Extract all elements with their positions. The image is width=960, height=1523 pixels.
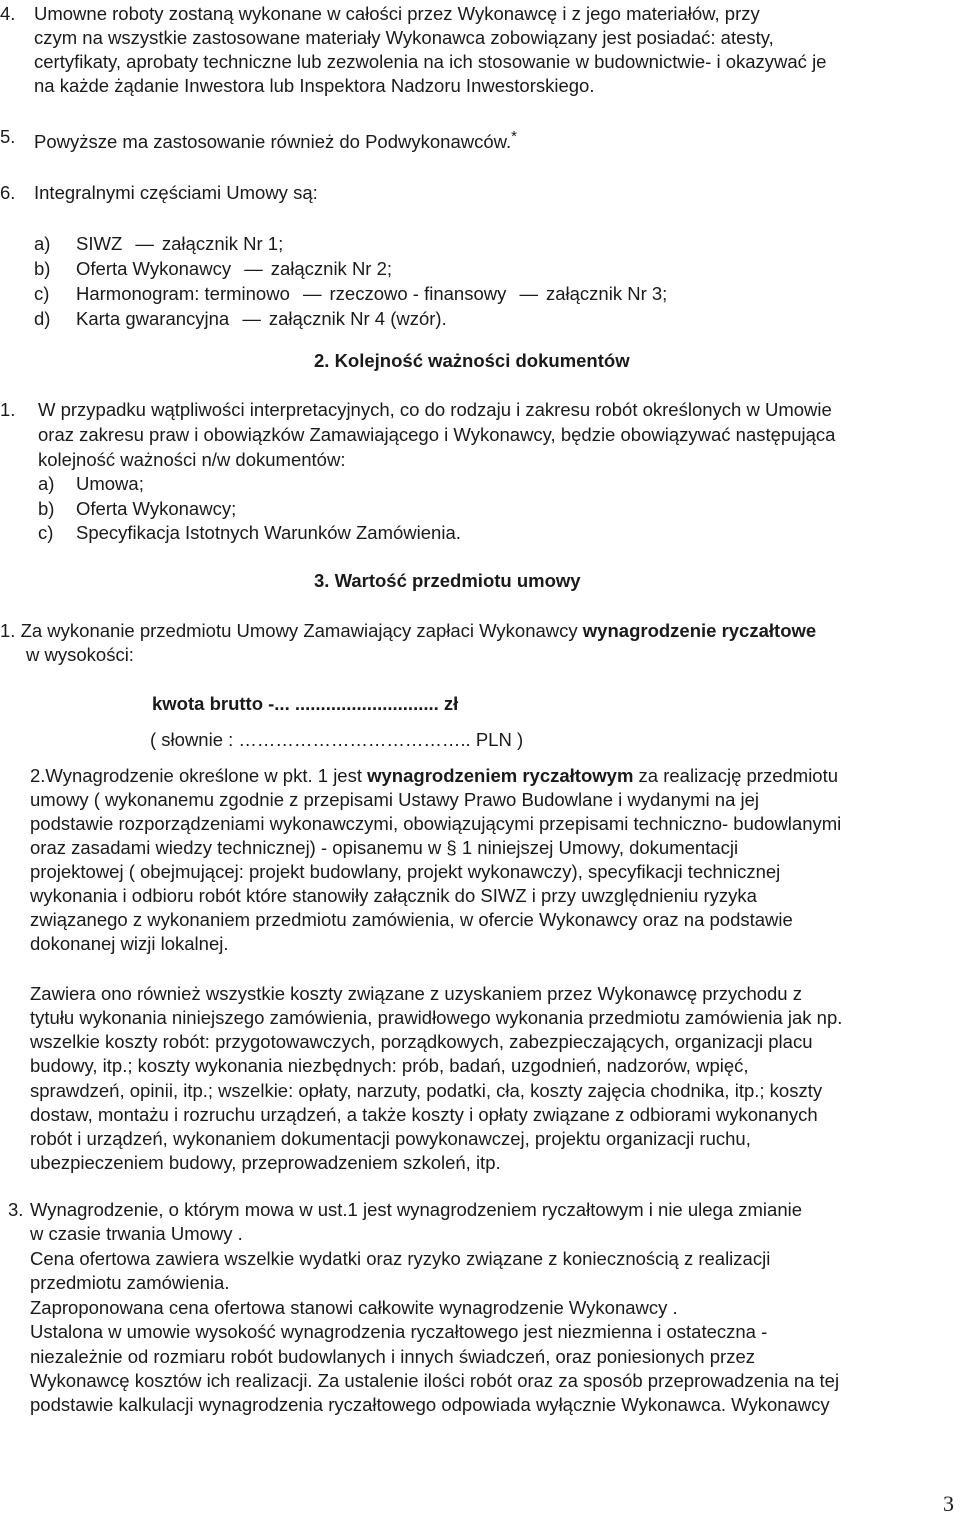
value-clause-3-line: Ustalona w umowie wysokość wynagrodzenia ryczałtowego jest niezmienna i ostateczna - [30, 1321, 768, 1342]
list-text: Specyfikacja Istotnych Warunków Zamówienia. [76, 522, 461, 543]
section-4-number: 4. [0, 3, 16, 24]
heading-kolejnosc: 2. Kolejność ważności dokumentów [314, 350, 630, 371]
footnote-mark: * [511, 128, 517, 145]
value-clause-3-line: w czasie trwania Umowy . [30, 1223, 243, 1244]
costs-paragraph-line: robót i urządzeń, wykonaniem dokumentacji powykonawczej, projektu organizacji ruchu, [30, 1128, 751, 1149]
list-label: a) [38, 473, 55, 494]
value-clause-3-line: Zaproponowana cena ofertowa stanowi całkowite wynagrodzenie Wykonawcy . [30, 1297, 678, 1318]
list-item [38, 521, 461, 546]
list-text: załącznik Nr 2; [270, 258, 393, 279]
value-clause-3-line: Cena ofertowa zawiera wszelkie wydatki oraz ryzyko związane z koniecznością z realizacji [30, 1248, 771, 1269]
section-6-text: Integralnymi częściami Umowy są: [34, 182, 318, 203]
value-clause-2-line: dokonanej wizji lokalnej. [30, 933, 229, 954]
value-clause-2-text: 2.Wynagrodzenie określone w pkt. 1 jest [30, 765, 368, 786]
section-4-line-1: Umowne roboty zostaną wykonane w całości przez Wykonawcę i z jego materiałów, przy [34, 3, 760, 24]
value-clause-3-line: niezależnie od rozmiaru robót budowlanych i innych świadczeń, oraz poniesionych przez [30, 1346, 755, 1367]
list-item [34, 307, 447, 332]
value-clause-2-line: umowy ( wykonanemu zgodnie z przepisami Ustawy Prawo Budowlane i wydanymi na jej [30, 789, 760, 810]
value-clause-3-line: przedmiotu zamówienia. [30, 1272, 230, 1293]
costs-paragraph-line: dostaw, montażu i rozruchu urządzeń, a także koszty i opłaty związane z odbiorami wykonanych [30, 1104, 818, 1125]
section-6-number: 6. [0, 182, 16, 203]
list-text: Karta gwarancyjna [76, 308, 230, 329]
dash: — [244, 258, 263, 279]
dash: — [303, 283, 322, 304]
costs-paragraph-line: Zawiera ono również wszystkie koszty związane z uzyskaniem przez Wykonawcę przychodu z [30, 983, 802, 1004]
amount-gross: kwota brutto -... ............................ zł [152, 693, 459, 714]
clause-1-line-3: kolejność ważności n/w dokumentów: [38, 449, 346, 470]
value-clause-2-line: wykonania i odbioru robót które stanowiły załącznik do SIWZ i przy uwzględnieniu ryzyka [30, 885, 757, 906]
list-item [38, 497, 236, 522]
heading-wartosc: 3. Wartość przedmiotu umowy [314, 570, 581, 591]
list-label: c) [38, 522, 54, 543]
clause-1-line-2: oraz zakresu praw i obowiązków Zamawiającego i Wykonawcy, będzie obowiązywać następująca [38, 424, 836, 445]
costs-paragraph-line: ubezpieczeniem budowy, przeprowadzeniem szkoleń, itp. [30, 1152, 501, 1173]
dash: — [135, 233, 154, 254]
costs-paragraph-line: wszelkie koszty robót: przygotowawczych, porządkowych, zabezpieczających, organizacji placu [30, 1031, 813, 1052]
list-item [34, 282, 667, 307]
list-label: c) [34, 283, 50, 304]
clause-1-line-1: W przypadku wątpliwości interpretacyjnych, co do rodzaju i zakresu robót określonych w Umowie [38, 399, 832, 420]
list-text: rzeczowo - finansowy [329, 283, 507, 304]
section-5-text [34, 125, 517, 155]
list-text: załącznik Nr 1; [161, 233, 284, 254]
section-5-body: Powyższe ma zastosowanie również do Podwykonawców. [34, 131, 512, 153]
dash: — [242, 308, 261, 329]
costs-paragraph-line: tytułu wykonania niniejszego zamówienia, prawidłowego wykonania przedmiotu zamówienia jak np. [30, 1007, 843, 1028]
section-4-line-3: certyfikaty, aprobaty techniczne lub zezwolenia na ich stosowanie w budownictwie- i okazywać je [34, 51, 827, 72]
list-item [34, 257, 392, 282]
value-clause-2-bold: wynagrodzeniem ryczałtowym [367, 765, 634, 786]
list-item [38, 472, 144, 497]
list-text: Oferta Wykonawcy; [76, 498, 237, 519]
dash: — [519, 283, 538, 304]
value-clause-1-text: 1. Za wykonanie przedmiotu Umowy Zamawiający zapłaci Wykonawcy [0, 620, 583, 641]
value-clause-3-line: Wykonawcę kosztów ich realizacji. Za ustalenie ilości robót oraz za sposób przeprowadzenia na tej [30, 1370, 840, 1391]
costs-paragraph-line: budowy, itp.; koszty wykonania niezbędnych: prób, badań, uzgodnień, nadzorów, wpięć, [30, 1055, 749, 1076]
clause-1-number: 1. [0, 399, 16, 420]
costs-paragraph-line: sprawdzeń, opinii, itp.; wszelkie: opłaty, narzuty, podatki, cła, koszty zajęcia chodnika, itp.; koszty [30, 1080, 823, 1101]
list-text: Oferta Wykonawcy [76, 258, 232, 279]
value-clause-2-line: oraz zasadami wiedzy technicznej) - opisanemu w § 1 niniejszej Umowy, dokumentacji [30, 837, 739, 858]
value-clause-3-number: 3. [8, 1199, 24, 1220]
list-text: załącznik Nr 4 (wzór). [268, 308, 447, 329]
amount-in-words: ( słownie : ……………………………….. PLN ) [150, 729, 524, 750]
list-text: Umowa; [76, 473, 144, 494]
value-clause-1-line-2: w wysokości: [26, 644, 134, 665]
list-label: b) [38, 498, 55, 519]
value-clause-2-line: projektowej ( obejmującej: projekt budowlany, projekt wykonawczy), specyfikacji technicznej [30, 861, 781, 882]
list-label: d) [34, 308, 51, 329]
value-clause-1-bold: wynagrodzenie ryczałtowe [582, 620, 817, 641]
value-clause-3-line: Wynagrodzenie, o którym mowa w ust.1 jest wynagrodzeniem ryczałtowym i nie ulega zmianie [30, 1199, 803, 1220]
section-4-line-2: czym na wszystkie zastosowane materiały Wykonawca zobowiązany jest posiadać: atesty, [34, 27, 774, 48]
value-clause-2-text: za realizację przedmiotu [633, 765, 839, 786]
value-clause-2-line-1 [30, 764, 838, 789]
section-5-number: 5. [0, 126, 16, 147]
value-clause-1 [0, 619, 816, 644]
list-text: Harmonogram: terminowo [76, 283, 290, 304]
value-clause-3-line: podstawie kalkulacji wynagrodzenia ryczałtowego odpowiada wyłącznie Wykonawca. Wykonawcy [30, 1394, 830, 1415]
section-4-line-4: na każde żądanie Inwestora lub Inspektora Nadzoru Inwestorskiego. [34, 75, 595, 96]
list-item [34, 232, 283, 257]
page-number: 3 [943, 1491, 954, 1516]
list-text: załącznik Nr 3; [545, 283, 668, 304]
list-label: a) [34, 233, 51, 254]
list-text: SIWZ [76, 233, 123, 254]
value-clause-2-line: związanego z wykonaniem przedmiotu zamówienia, w ofercie Wykonawcy oraz na podstawie [30, 909, 793, 930]
value-clause-2-line: podstawie rozporządzeniami wykonawczymi, obowiązującymi przepisami techniczno- budowlanymi [30, 813, 842, 834]
list-label: b) [34, 258, 51, 279]
